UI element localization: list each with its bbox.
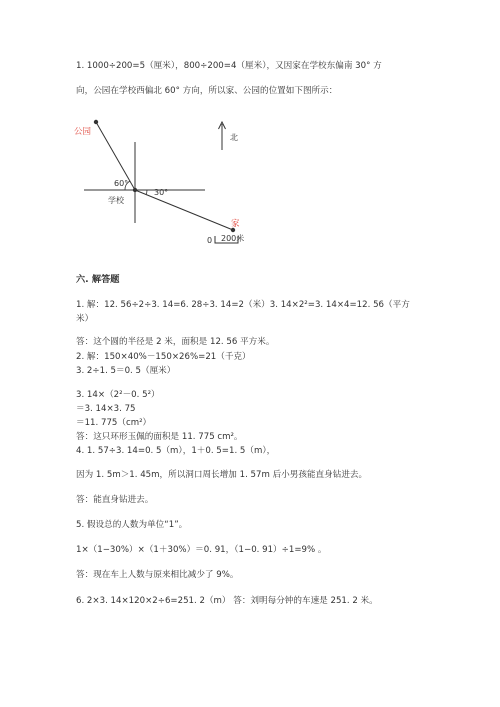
q3-line-1: 3. 14×（2²－0. 5²） — [76, 390, 160, 400]
angle-30-arc — [146, 190, 147, 195]
q5-answer: 答：现在车上人数与原来相比减少了 9%。 — [76, 570, 239, 580]
school-label: 学校 — [108, 196, 124, 205]
school-point — [133, 188, 137, 192]
q4-line-1: 4. 1. 57÷3. 14=0. 5（m），1＋0. 5=1. 5（m）， — [76, 446, 276, 456]
answer-1-line-2: 向，公园在学校西偏北 60° 方向，所以家、公园的位置如下图所示： — [76, 86, 338, 96]
park-label: 公园 — [74, 127, 92, 137]
school-home-line — [135, 190, 233, 230]
home-label: 家 — [231, 219, 240, 229]
q1-line-1: 1. 解：12. 56÷2÷3. 14=6. 28÷3. 14=2（米）3. 14×2²=3. 14×4=12. 56（平方 — [76, 300, 410, 310]
north-label: 北 — [230, 133, 238, 142]
q2-line-1: 2. 解：150×40%－150×26%=21（千克） — [76, 352, 251, 362]
answer-1-line-1: 1. 1000÷200=5（厘米），800÷200=4（厘米），又因家在学校东偏南 30° 方 — [76, 61, 382, 71]
angle-60-label: 60° — [114, 179, 129, 188]
location-diagram — [60, 110, 280, 250]
angle-30-label: 30° — [154, 188, 169, 197]
q3-line-2: ＝3. 14×3. 75 — [76, 404, 136, 414]
q2-line-2: 3. 2÷1. 5＝0. 5（厘米） — [76, 366, 176, 376]
q5-line-1: 5. 假设总的人数为单位“1”。 — [76, 520, 188, 530]
q6-line-1: 6. 2×3. 14×120×2÷6=251. 2（m） 答：刘明每分钟的车速是 251. 2 米。 — [76, 596, 378, 606]
q1-answer: 答：这个圆的半径是 2 米，面积是 12. 56 平方米。 — [76, 337, 275, 347]
scale-length-label: 200米 — [221, 234, 245, 243]
q4-line-2: 因为 1. 5m＞1. 45m，所以洞口周长增加 1. 57m 后小男孩能直身钻进去。 — [76, 470, 368, 480]
q3-line-3: ＝11. 775（cm²） — [76, 418, 152, 428]
section-heading: 六. 解答题 — [76, 274, 120, 285]
q5-line-2: 1×（1−30%）×（1＋30%）＝0. 91，（1−0. 91）÷1=9% 。 — [76, 545, 327, 555]
q3-answer: 答：这只环形玉佩的面积是 11. 775 cm²。 — [76, 432, 243, 442]
q1-line-2: 米） — [76, 314, 94, 324]
q4-answer: 答：能直身钻进去。 — [76, 495, 154, 505]
scale-zero-label: 0 — [207, 236, 213, 245]
park-point — [94, 120, 98, 124]
